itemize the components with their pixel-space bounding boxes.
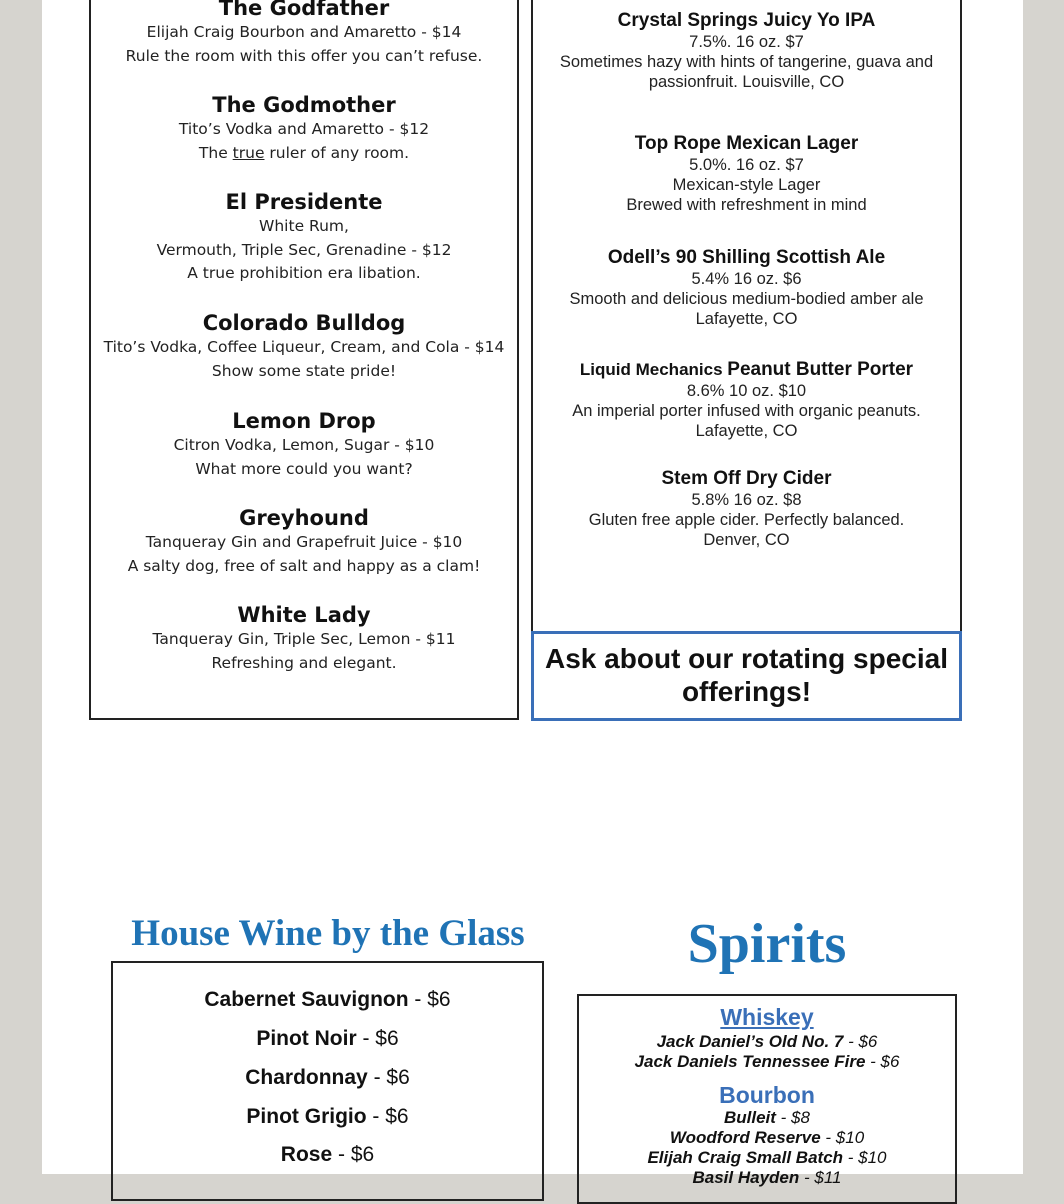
beer-name: Odell’s 90 Shilling Scottish Ale	[607, 247, 886, 268]
spirit-item: Elijah Craig Small Batch - $10	[647, 1148, 887, 1167]
spirit-item: Bulleit - $8	[724, 1108, 810, 1127]
beer-description: Mexican-style Lager	[672, 176, 821, 194]
beer-item	[533, 247, 960, 329]
cocktail-name: Greyhound	[239, 506, 369, 530]
beer-description: An imperial porter infused with organic peanuts.	[572, 402, 921, 420]
cocktail-item	[91, 92, 517, 165]
beer-stats: 8.6% 10 oz. $10	[686, 382, 807, 400]
special-line: offerings!	[681, 676, 812, 707]
spirit-item: Jack Daniels Tennessee Fire - $6	[634, 1052, 900, 1071]
cocktails-section	[89, 0, 519, 720]
beer-name: Crystal Springs Juicy Yo IPA	[617, 10, 876, 31]
beer-origin: passionfruit. Louisville, CO	[648, 73, 845, 91]
special-offerings-banner	[531, 631, 962, 721]
beer-origin: Denver, CO	[703, 531, 790, 549]
cocktail-tagline: What more could you want?	[195, 459, 413, 478]
beers-section	[531, 0, 962, 634]
beer-name: Top Rope Mexican Lager	[634, 133, 859, 154]
spirits-section	[577, 994, 957, 1204]
cocktail-item	[91, 189, 517, 286]
beer-item	[533, 359, 960, 441]
beer-description: Brewed with refreshment in mind	[626, 196, 867, 214]
beer-origin: Lafayette, CO	[695, 422, 798, 440]
beer-origin: Lafayette, CO	[695, 310, 798, 328]
beer-item	[533, 468, 960, 550]
beer-description: Sometimes hazy with hints of tangerine, guava and	[559, 53, 934, 71]
cocktail-item	[91, 602, 517, 675]
cocktail-ingredients: Tanqueray Gin, Triple Sec, Lemon - $11	[152, 630, 456, 648]
wine-section-title: House Wine by the Glass	[131, 913, 525, 954]
cocktail-item	[91, 0, 517, 68]
cocktail-ingredients: White Rum,	[259, 217, 349, 235]
cocktail-name: The Godmother	[212, 93, 396, 117]
spirit-item: Jack Daniel’s Old No. 7 - $6	[656, 1032, 878, 1051]
cocktail-ingredients: Tito’s Vodka and Amaretto - $12	[178, 120, 430, 138]
cocktail-item	[91, 505, 517, 578]
wine-item: Cabernet Sauvignon - $6	[204, 988, 451, 1011]
special-line: Ask about our rotating special	[545, 643, 948, 674]
cocktail-name: Lemon Drop	[232, 409, 376, 433]
cocktail-name: White Lady	[237, 603, 371, 627]
cocktail-ingredients: Elijah Craig Bourbon and Amaretto - $14	[146, 23, 462, 41]
cocktail-ingredients: Tanqueray Gin and Grapefruit Juice - $10	[145, 533, 463, 551]
wine-section	[111, 961, 544, 1201]
cocktail-item	[91, 310, 517, 383]
cocktail-tagline: Refreshing and elegant.	[211, 653, 397, 672]
wine-item: Chardonnay - $6	[245, 1066, 410, 1089]
wine-item: Pinot Noir - $6	[256, 1027, 399, 1050]
cocktail-name: The Godfather	[218, 0, 390, 20]
spirits-section-title: Spirits	[687, 913, 847, 975]
beer-description: Smooth and delicious medium-bodied amber ale	[569, 290, 924, 308]
bourbon-heading: Bourbon	[719, 1082, 815, 1108]
cocktail-tagline: Show some state pride!	[211, 361, 397, 380]
beer-stats: 5.8% 16 oz. $8	[691, 491, 802, 509]
spirit-item: Basil Hayden - $11	[692, 1168, 842, 1187]
cocktail-tagline: Rule the room with this offer you can’t refuse.	[125, 46, 483, 65]
wine-item: Rose - $6	[280, 1143, 375, 1166]
beer-name: Liquid Mechanics Peanut Butter Porter	[579, 359, 914, 380]
cocktail-ingredients: Citron Vodka, Lemon, Sugar - $10	[173, 436, 435, 454]
cocktail-ingredients: Vermouth, Triple Sec, Grenadine - $12	[156, 240, 452, 259]
beer-stats: 7.5%. 16 oz. $7	[689, 33, 804, 51]
wine-item: Pinot Grigio - $6	[246, 1105, 409, 1128]
beer-item	[533, 10, 960, 92]
cocktail-tagline: A salty dog, free of salt and happy as a clam!	[127, 556, 481, 575]
beer-stats: 5.4% 16 oz. $6	[691, 270, 802, 288]
beer-stats: 5.0%. 16 oz. $7	[689, 156, 804, 174]
cocktail-name: El Presidente	[225, 190, 383, 214]
cocktail-ingredients: Tito’s Vodka, Coffee Liqueur, Cream, and Cola - $14	[103, 338, 505, 356]
cocktail-item	[91, 408, 517, 481]
cocktail-tagline: The true ruler of any room.	[198, 143, 410, 162]
beer-item	[533, 133, 960, 215]
beer-description: Gluten free apple cider. Perfectly balanced.	[588, 511, 905, 529]
cocktail-tagline: A true prohibition era libation.	[187, 264, 421, 282]
whiskey-heading: Whiskey	[720, 1004, 814, 1030]
beer-name: Stem Off Dry Cider	[661, 468, 832, 489]
cocktail-name: Colorado Bulldog	[202, 311, 406, 335]
spirit-item: Woodford Reserve - $10	[669, 1128, 865, 1147]
